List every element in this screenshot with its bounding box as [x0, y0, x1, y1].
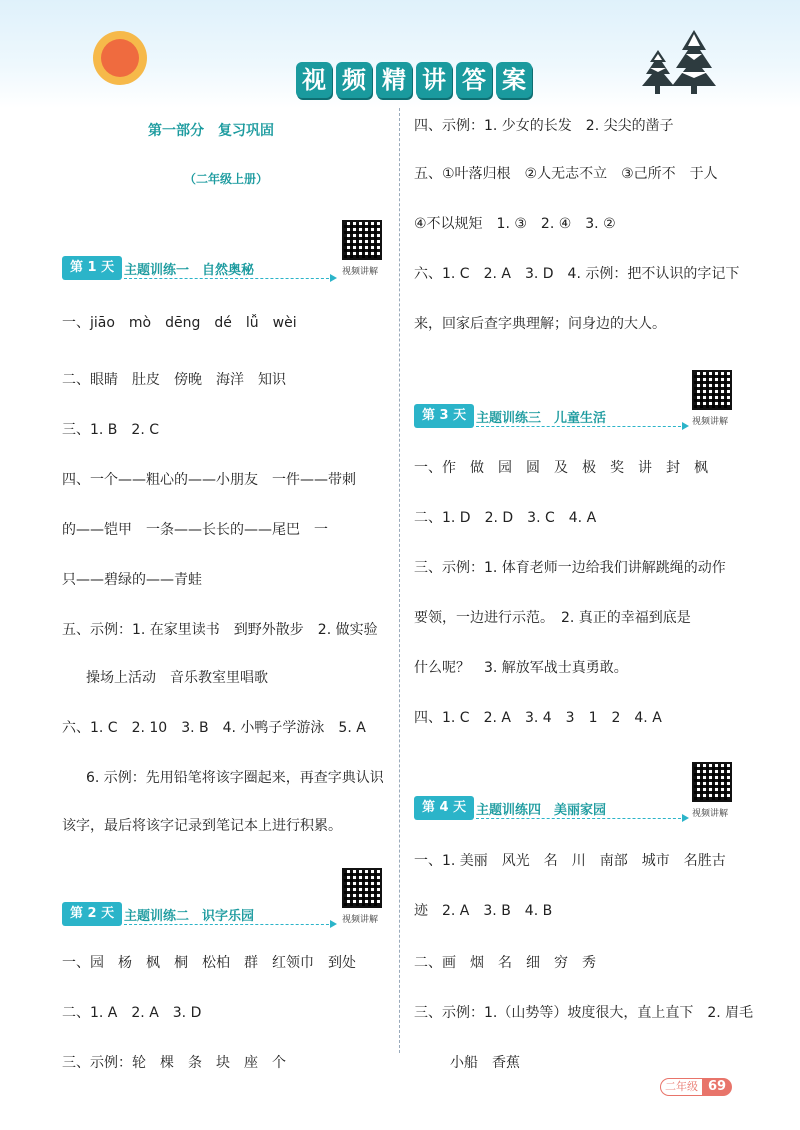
answer-line: 要领，一边进行示范。 2. 真正的幸福到底是 — [414, 610, 691, 626]
qr-label: 视频讲解 — [342, 915, 379, 925]
day-badge: 第 3 天 — [414, 404, 474, 428]
arrow-icon — [682, 814, 689, 822]
qr-label: 视频讲解 — [692, 417, 729, 427]
arrow-icon — [682, 422, 689, 430]
answer-line: 四、1. C 2. A 3. 4 3 1 2 4. A — [414, 710, 662, 726]
answer-line: 来，回家后查字典理解；问身边的大人。 — [414, 316, 666, 332]
day-badge: 第 1 天 — [62, 256, 122, 280]
snowy-trees-icon — [636, 28, 720, 96]
answer-line: 三、1. B 2. C — [62, 422, 159, 438]
dashed-line — [476, 426, 686, 427]
answer-line: 六、1. C 2. A 3. D 4. 示例：把不认识的字记下 — [414, 266, 740, 282]
answer-line: 五、①叶落归根 ②人无志不立 ③己所不 于人 — [414, 166, 718, 182]
day-badge: 第 2 天 — [62, 902, 122, 926]
arrow-icon — [330, 920, 337, 928]
answer-line: 迹 2. A 3. B 4. B — [414, 903, 553, 919]
answer-line: 小船 香蕉 — [450, 1055, 520, 1071]
grade-subtitle: （二年级上册） — [184, 172, 269, 186]
day-4-header — [414, 796, 694, 822]
answer-line: 该字，最后将该字记录到笔记本上进行积累。 — [62, 818, 342, 834]
answer-line: 的——铠甲 一条——长长的——尾巴 一 — [62, 522, 328, 538]
title-char: 答 — [456, 62, 492, 98]
title-char: 讲 — [416, 62, 452, 98]
day-theme: 主题训练四 美丽家园 — [476, 803, 607, 818]
answer-line: 一、作 做 园 圆 及 极 奖 讲 封 枫 — [414, 460, 708, 476]
answer-line: 三、示例：1.（山势等）坡度很大，直上直下 2. 眉毛 — [414, 1005, 754, 1021]
qr-code-icon[interactable] — [692, 762, 732, 802]
answer-line: 一、jiāo mò dēng dé lǚ wèi — [62, 315, 297, 331]
answer-line: 二、1. D 2. D 3. C 4. A — [414, 510, 597, 526]
page-title — [296, 62, 532, 98]
day-theme: 主题训练二 识字乐园 — [124, 909, 255, 924]
answer-line: 一、1. 美丽 风光 名 川 南部 城市 名胜古 — [414, 853, 726, 869]
dashed-line — [476, 818, 686, 819]
answer-line: 6. 示例：先用铅笔将该字圈起来，再查字典认识 — [86, 770, 384, 786]
dashed-line — [124, 924, 334, 925]
answer-line: 二、画 烟 名 细 穷 秀 — [414, 955, 596, 971]
answer-line: 二、眼睛 肚皮 傍晚 海洋 知识 — [62, 372, 286, 388]
grade-label: 二年级 — [660, 1078, 702, 1096]
part-title: 第一部分 复习巩固 — [148, 123, 274, 139]
qr-label: 视频讲解 — [342, 267, 379, 277]
answer-line: 只——碧绿的——青蛙 — [62, 572, 202, 588]
day-3-header — [414, 404, 694, 430]
answer-line: 五、示例：1. 在家里读书 到野外散步 2. 做实验 — [62, 622, 378, 638]
day-badge: 第 4 天 — [414, 796, 474, 820]
title-char: 视 — [296, 62, 332, 98]
page-number: 69 — [702, 1078, 732, 1096]
answer-line: 三、示例：轮 棵 条 块 座 个 — [62, 1055, 286, 1071]
answer-line: 什么呢？ 3. 解放军战士真勇敢。 — [414, 660, 628, 676]
day-1-header — [62, 256, 342, 282]
title-char: 频 — [336, 62, 372, 98]
title-char: 案 — [496, 62, 532, 98]
answer-line: ④不以规矩 1. ③ 2. ④ 3. ② — [414, 216, 616, 232]
column-divider — [399, 108, 400, 1053]
title-char: 精 — [376, 62, 412, 98]
page-number-badge — [660, 1077, 732, 1097]
answer-line: 一、园 杨 枫 桐 松柏 群 红领巾 到处 — [62, 955, 356, 971]
day-theme: 主题训练三 儿童生活 — [476, 411, 607, 426]
answer-line: 二、1. A 2. A 3. D — [62, 1005, 202, 1021]
dashed-line — [124, 278, 334, 279]
arrow-icon — [330, 274, 337, 282]
qr-code-icon[interactable] — [342, 868, 382, 908]
day-theme: 主题训练一 自然奥秘 — [124, 263, 255, 278]
qr-code-icon[interactable] — [692, 370, 732, 410]
answer-line: 六、1. C 2. 10 3. B 4. 小鸭子学游泳 5. A — [62, 720, 366, 736]
answer-line: 四、示例：1. 少女的长发 2. 尖尖的凿子 — [414, 118, 674, 134]
answer-line: 四、一个——粗心的——小朋友 一件——带刺 — [62, 472, 356, 488]
day-2-header — [62, 902, 342, 928]
sun-icon — [92, 30, 148, 86]
qr-code-icon[interactable] — [342, 220, 382, 260]
answer-line: 三、示例：1. 体育老师一边给我们讲解跳绳的动作 — [414, 560, 726, 576]
answer-line: 操场上活动 音乐教室里唱歌 — [86, 670, 268, 686]
qr-label: 视频讲解 — [692, 809, 729, 819]
